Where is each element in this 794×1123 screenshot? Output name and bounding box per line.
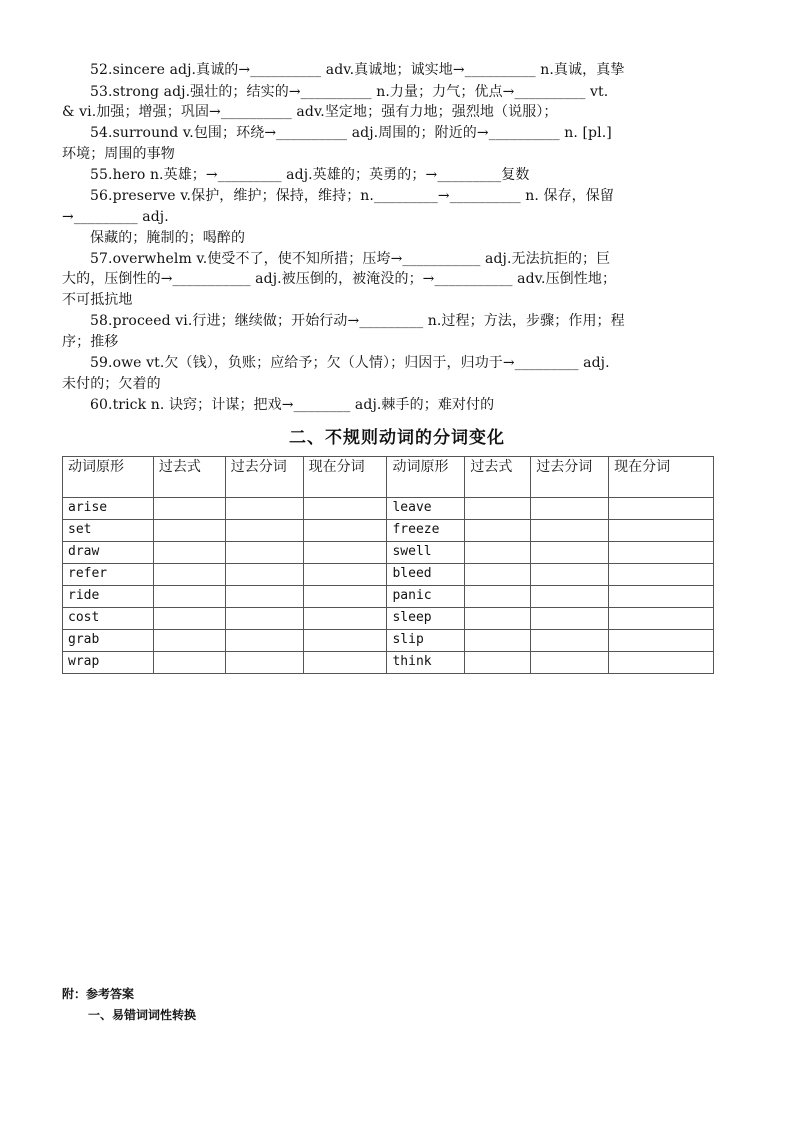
table-row [63,586,714,608]
answer-cell[interactable] [465,520,531,542]
answer-cell[interactable] [153,542,225,564]
answer-cell[interactable] [465,630,531,652]
answer-cell[interactable] [465,564,531,586]
answer-cell[interactable] [303,564,387,586]
answer-cell[interactable] [225,498,303,520]
verb-cell: think [387,652,465,674]
vocab-item-57: 57.overwhelm v.使受不了，使不知所措；压垮→___________ adj.无法抗拒的；巨 [90,251,611,267]
header-present-participle: 现在分词 [609,457,714,498]
verb-cell: panic [387,586,465,608]
answer-cell[interactable] [465,498,531,520]
answer-cell[interactable] [303,608,387,630]
header-past-tense: 过去式 [153,457,225,498]
answer-cell[interactable] [303,586,387,608]
table-row [63,630,714,652]
answer-cell[interactable] [303,520,387,542]
irregular-verbs-table [62,456,714,674]
answer-cell[interactable] [225,520,303,542]
header-base-form: 动词原形 [63,457,154,498]
answer-cell[interactable] [531,520,609,542]
vocab-item-60: 60.trick n. 诀窍；计谋；把戏→________ adj.棘手的；难对付的 [90,397,495,413]
verb-cell: refer [63,564,154,586]
vocab-item-53-cont: & vi.加强；增强；巩固→__________ adv.坚定地；强有力地；强烈地（说服）； [62,104,558,120]
verb-cell: ride [63,586,154,608]
vocab-item-56-cont: →_________ adj. [62,209,169,225]
verb-cell: grab [63,630,154,652]
header-present-participle: 现在分词 [303,457,387,498]
answer-cell[interactable] [531,652,609,674]
answer-cell[interactable] [153,652,225,674]
vocab-item-59-cont: 未付的；欠着的 [62,376,161,392]
answer-cell[interactable] [225,586,303,608]
verb-cell: leave [387,498,465,520]
answer-cell[interactable] [153,520,225,542]
answer-cell[interactable] [531,564,609,586]
answer-cell[interactable] [531,498,609,520]
table-row [63,564,714,586]
answer-cell[interactable] [531,630,609,652]
answer-cell[interactable] [531,608,609,630]
answer-cell[interactable] [225,564,303,586]
answer-cell[interactable] [609,542,714,564]
answer-cell[interactable] [465,608,531,630]
answer-cell[interactable] [153,608,225,630]
answer-cell[interactable] [609,586,714,608]
table-row [63,608,714,630]
answer-cell[interactable] [609,608,714,630]
table-row [63,498,714,520]
vocab-item-57-cont: 大的，压倒性的→___________ adj.被压倒的，被淹没的；→___________ adv.压倒性地； [62,271,617,287]
vocab-item-54: 54.surround v.包围；环绕→__________ adj.周围的；附近的→__________ n. [pl.] [90,125,612,141]
answer-cell[interactable] [153,498,225,520]
table-row [63,542,714,564]
answer-cell[interactable] [465,542,531,564]
answer-cell[interactable] [303,652,387,674]
verb-cell: slip [387,630,465,652]
vocab-item-57-cont2: 不可抵抗地 [62,292,133,308]
table-row [63,652,714,674]
verb-cell: sleep [387,608,465,630]
answer-key-section-title: 一、易错词词性转换 [88,1008,197,1022]
vocab-item-56: 56.preserve v.保护，维护；保持，维持；n._________→__________ n. 保存，保留 [90,188,614,204]
answer-cell[interactable] [225,608,303,630]
answer-cell[interactable] [225,652,303,674]
verb-cell: set [63,520,154,542]
vocab-item-52: 52.sincere adj.真诚的→__________ adv.真诚地；诚实地→__________ n.真诚，真挚 [90,62,625,78]
header-base-form: 动词原形 [387,457,465,498]
vocab-item-55: 55.hero n.英雄；→_________ adj.英雄的；英勇的；→_________复数 [90,167,530,183]
header-past-participle: 过去分词 [225,457,303,498]
answer-cell[interactable] [465,652,531,674]
verb-cell: freeze [387,520,465,542]
answer-cell[interactable] [609,498,714,520]
answer-cell[interactable] [153,586,225,608]
answer-cell[interactable] [225,630,303,652]
vocab-item-58-cont: 序；推移 [62,334,119,350]
table-row [63,520,714,542]
answer-cell[interactable] [609,564,714,586]
header-past-tense: 过去式 [465,457,531,498]
header-past-participle: 过去分词 [531,457,609,498]
answer-key-label: 附：参考答案 [62,987,135,1001]
answer-cell[interactable] [153,630,225,652]
vocab-item-53: 53.strong adj.强壮的；结实的→__________ n.力量；力气；优点→__________ vt. [90,84,609,100]
answer-cell[interactable] [609,630,714,652]
vocab-item-58: 58.proceed vi.行进；继续做；开始行动→_________ n.过程；方法，步骤；作用；程 [90,313,625,329]
answer-cell[interactable] [531,586,609,608]
vocab-item-59: 59.owe vt.欠（钱），负账；应给予；欠（人情）；归因于，归功于→_________ adj. [90,355,610,371]
answer-cell[interactable] [225,542,303,564]
verb-cell: bleed [387,564,465,586]
verb-cell: cost [63,608,154,630]
vocab-item-54-cont: 环境；周围的事物 [62,146,175,162]
vocab-item-56-cont2: 保藏的；腌制的；喝醉的 [90,230,246,246]
answer-cell[interactable] [303,630,387,652]
verb-cell: wrap [63,652,154,674]
answer-cell[interactable] [303,498,387,520]
table-header-row [63,457,714,498]
verb-cell: swell [387,542,465,564]
section-title: 二、不规则动词的分词变化 [289,428,505,448]
answer-cell[interactable] [531,542,609,564]
answer-cell[interactable] [303,542,387,564]
answer-cell[interactable] [609,652,714,674]
answer-cell[interactable] [609,520,714,542]
answer-cell[interactable] [153,564,225,586]
verb-cell: draw [63,542,154,564]
verb-cell: arise [63,498,154,520]
answer-cell[interactable] [465,586,531,608]
